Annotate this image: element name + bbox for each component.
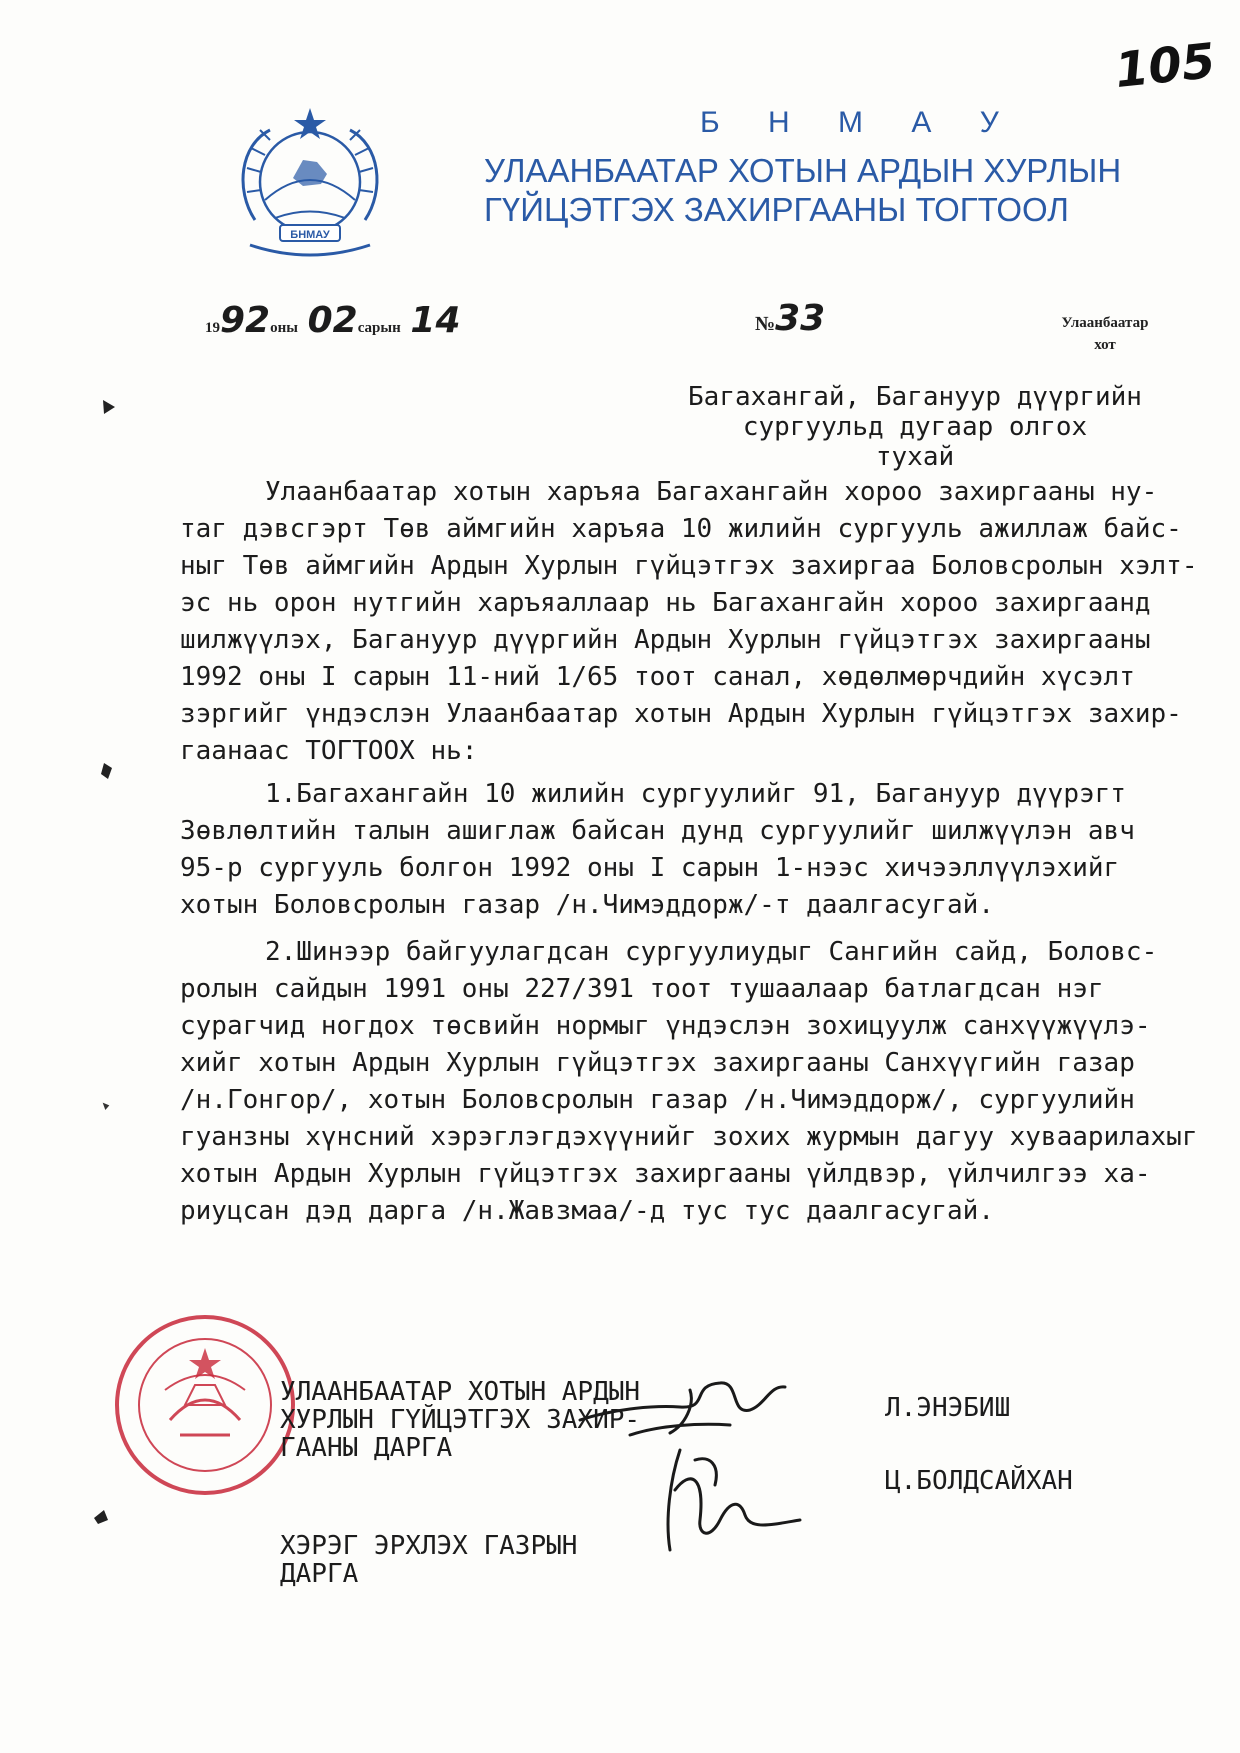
intro-paragraph: Улаанбаатар хотын харъяа Багахангайн хороо захиргааны ну- таг дэвсгэрт Төв аймгийн харъяа 10 жилийн сургууль ажиллаж байс- ныг Төв аймгийн Ардын Хурлын гүйцэтгэх захиргаа Боловсролын хэлт- эс нь орон нутгийн харъяаллаар нь Багахангайн хороо захиргаанд шилжүүлэх, Багануур дүүргийн Ардын Хурлын гүйцэтгэх захиргааны 1992 оны I сарын 11-ний 1/65 тоот санал, хөдөлмөрчдийн хүсэлт зэргийг үндэслэн Улаанбаатар хотын Ардын Хурлын гүйцэтгэх захир- гаанаас ТОГТООХ нь:: [180, 477, 1198, 766]
margin-mark-icon: [100, 1100, 112, 1112]
item-1-paragraph: 1.Багахангайн 10 жилийн сургуулийг 91, Багануур дүүрэгт Зөвлөлтийн талын ашиглаж байсан дунд сургуулийг шилжүүлэн авч 95-р сургууль болгон 1992 оны I сарын 1-нээс хичээллүүлэхийг хотын Боловсролын газар /н.Чимэддорж/-т даалгасугай.: [180, 779, 1135, 920]
subject-line1: Багахангай, Багануур дүүргийн: [688, 382, 1142, 412]
subject-heading: [640, 382, 1190, 472]
item-2-paragraph: 2.Шинээр байгуулагдсан сургуулиудыг Сангийн сайд, Боловс- ролын сайдын 1991 оны 227/391 тоот тушаалаар батлагдсан нэг сурагчид ногдох төсвийн нормыг үндэслэн зохицуулж санхүүжүүлэ- хийг хотын Ардын Хурлын гүйцэтгэх захиргааны Санхүүгийн газар /н.Гонгор/, хотын Боловсролын газар /н.Чимэддорж/, сургуулийн гуанзны хүнсний хэрэглэгдэхүүнийг зохих журмын дагуу хуваарилахыг хотын Ардын Хурлын гүйцэтгэх захиргааны үйлдвэр, үйлчилгээ ха- риуцсан дэд дарга /н.Жавзмаа/-д тус тус даалгасугай.: [180, 937, 1198, 1226]
year-suffix: оны: [270, 320, 298, 336]
header-abbreviation: Б Н М А У: [700, 106, 1019, 139]
signatory-2-name: Ц.БОЛДСАЙХАН: [885, 1466, 1073, 1496]
document-date: [205, 300, 461, 350]
number-symbol: №: [755, 313, 776, 335]
number-handwritten: 33: [775, 298, 826, 339]
official-seal-stamp: [110, 1310, 300, 1500]
month-suffix: сарын: [357, 320, 401, 336]
emblem-text: БНМАУ: [290, 229, 330, 241]
signatory-2-title: ХЭРЭГ ЭРХЛЭХ ГАЗРЫН ДАРГА: [280, 1531, 578, 1589]
month-handwritten: 02: [307, 300, 358, 341]
margin-mark-icon: [98, 762, 116, 780]
city-label: [1040, 312, 1170, 356]
margin-mark-icon: [100, 398, 118, 416]
header-title-line1: УЛААНБААТАР ХОТЫН АРДЫН ХУРЛЫН: [484, 152, 1122, 189]
year-handwritten: 92: [220, 300, 271, 341]
header-title-line2: ГҮЙЦЭТГЭХ ЗАХИРГААНЫ ТОГТООЛ: [484, 191, 1069, 228]
signatory-1-title: УЛААНБААТАР ХОТЫН АРДЫН ХУРЛЫН ГҮЙЦЭТГЭХ ЗАХИР- ГААНЫ ДАРГА: [280, 1377, 641, 1463]
state-emblem-icon: [225, 100, 395, 270]
city-line1: Улаанбаатар: [1061, 315, 1149, 331]
city-line2: хот: [1094, 337, 1116, 353]
signature-2-scribble: [650, 1440, 810, 1560]
signatory-1-name: Л.ЭНЭБИШ: [885, 1393, 1011, 1423]
margin-mark-icon: [92, 1508, 110, 1526]
subject-line3: тухай: [875, 442, 955, 472]
document-number: [755, 298, 825, 339]
signature-1-scribble: [570, 1365, 800, 1445]
archive-page-number: 105: [1112, 32, 1218, 100]
subject-line2: сургуульд дугаар олгох: [742, 412, 1088, 442]
day-handwritten: 14: [410, 300, 461, 341]
year-prefix: 19: [205, 320, 220, 336]
resolution-body: [180, 474, 1200, 1230]
